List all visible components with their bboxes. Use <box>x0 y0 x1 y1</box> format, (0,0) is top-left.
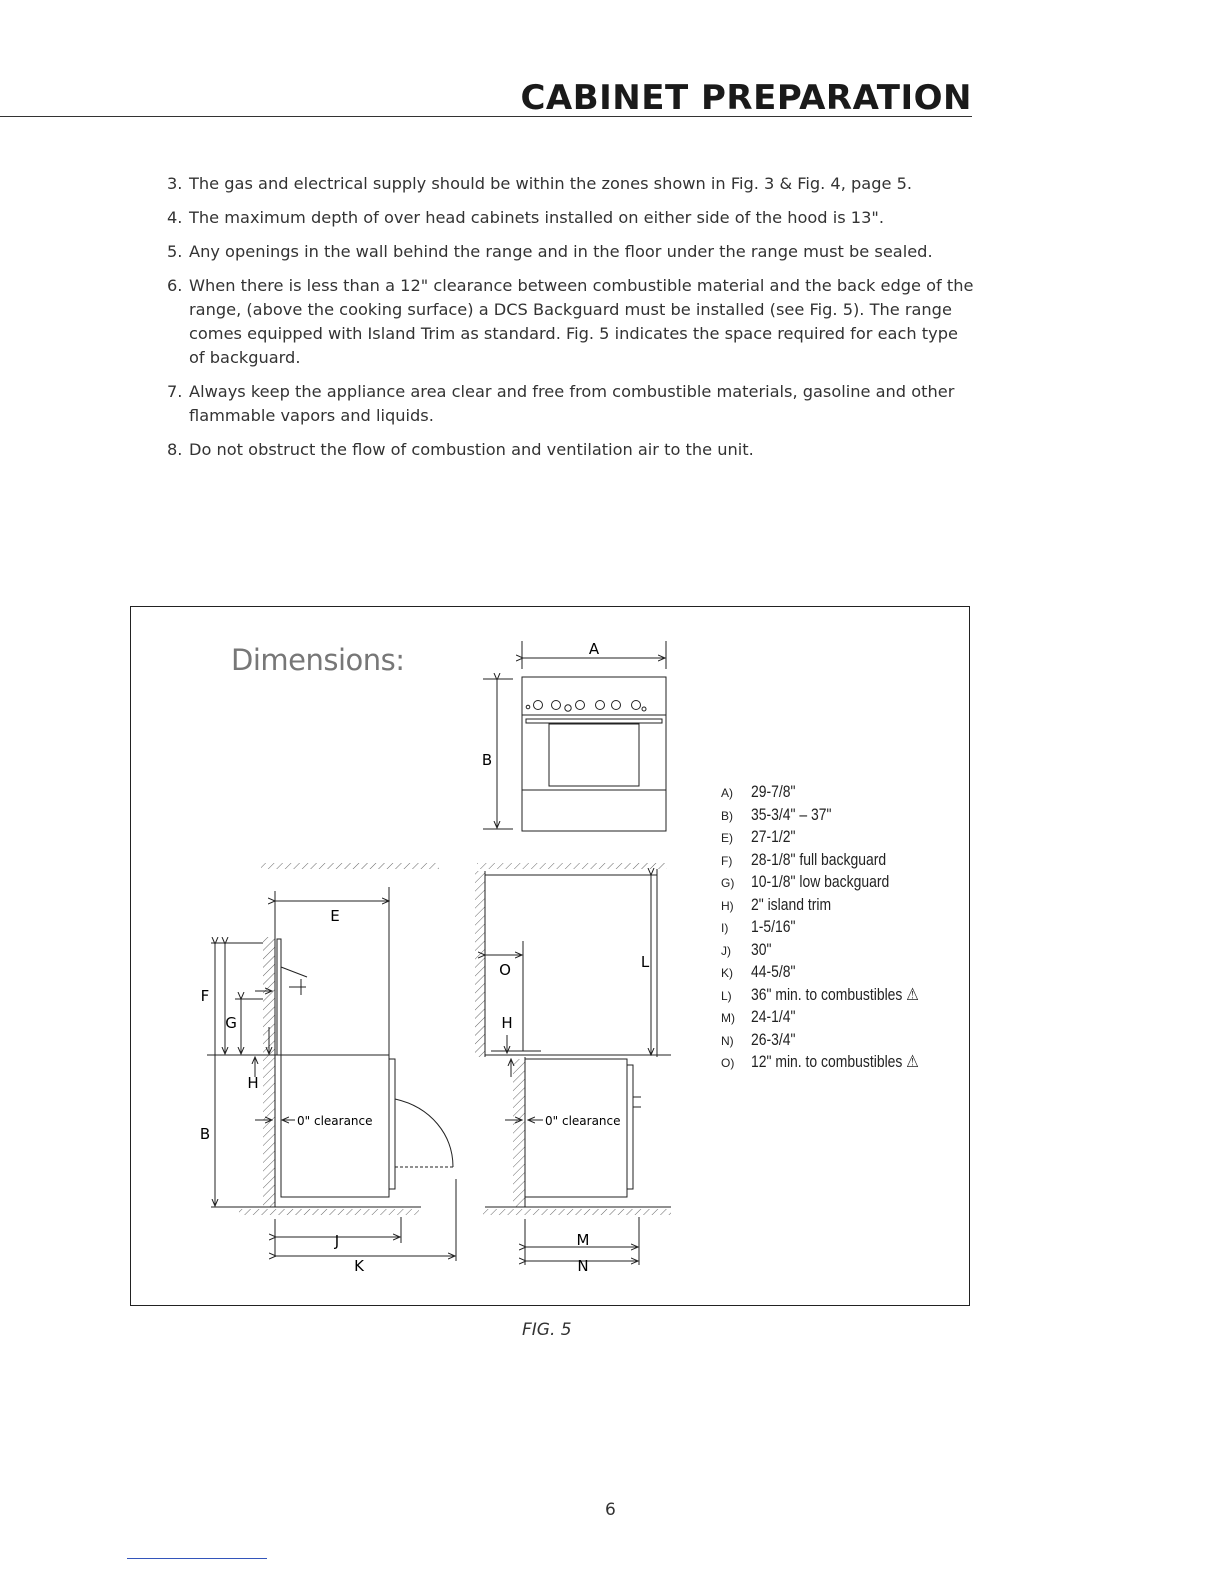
dimensions-legend <box>721 781 956 1074</box>
legend-key: B) <box>721 808 733 823</box>
header-rule <box>0 116 972 117</box>
legend-item <box>721 1051 956 1074</box>
instruction-number: 8. <box>167 440 183 459</box>
legend-key: A) <box>721 786 733 800</box>
dimensions-title: Dimensions: <box>231 643 405 677</box>
legend-value: 44-5/8" <box>751 962 796 981</box>
clearance-label-right: 0" clearance <box>545 1114 621 1128</box>
legend-item <box>721 939 956 962</box>
right-side-view <box>475 863 671 1265</box>
label-o: O <box>499 961 511 979</box>
front-view <box>483 641 666 831</box>
legend-item <box>721 1029 956 1052</box>
label-h-right: H <box>501 1014 513 1032</box>
instruction-number: 6. <box>167 276 183 295</box>
legend-key: F) <box>721 853 733 868</box>
legend-key: H) <box>721 898 734 913</box>
footer-rule <box>127 1558 267 1559</box>
legend-value: 24-1/4" <box>751 1007 796 1026</box>
page-title: CABINET PREPARATION <box>520 78 972 118</box>
instruction-text: Always keep the appliance area clear and free from combustible materials, gasoline and other flammable vapors and liquids. <box>189 382 955 425</box>
legend-key: M) <box>721 1011 735 1025</box>
legend-item <box>721 871 956 894</box>
instruction-item <box>160 172 975 196</box>
legend-value: 29-7/8" <box>751 782 796 801</box>
legend-value: 26-3/4" <box>751 1029 796 1049</box>
legend-item <box>721 826 956 849</box>
label-j: J <box>334 1232 340 1250</box>
instruction-number: 4. <box>167 208 183 227</box>
legend-item <box>721 804 956 827</box>
instruction-text: Do not obstruct the flow of combustion and ventilation air to the unit. <box>189 440 754 459</box>
instruction-number: 3. <box>167 174 183 193</box>
label-f: F <box>200 987 210 1005</box>
legend-value: 35-3/4" – 37" <box>751 804 832 824</box>
legend-value: 10-1/8" low backguard <box>751 872 890 891</box>
label-a: A <box>588 640 600 658</box>
legend-value: 12" min. to combustibles ⚠ <box>751 1052 919 1071</box>
legend-item <box>721 984 956 1007</box>
legend-item <box>721 961 956 984</box>
legend-item <box>721 916 956 939</box>
instruction-list <box>160 172 975 472</box>
label-h-left: H <box>247 1074 259 1092</box>
legend-item <box>721 894 956 917</box>
instruction-item <box>160 206 975 230</box>
legend-key: E) <box>721 831 733 845</box>
instruction-item <box>160 438 975 462</box>
label-n: N <box>577 1257 589 1275</box>
instruction-item <box>160 240 975 264</box>
page-number: 6 <box>605 1500 616 1520</box>
legend-item <box>721 1006 956 1029</box>
dimensions-figure <box>130 606 970 1306</box>
figure-caption: FIG. 5 <box>522 1320 572 1340</box>
legend-value: 36" min. to combustibles ⚠ <box>751 984 919 1004</box>
legend-value: 2" island trim <box>751 894 832 914</box>
instruction-text: The maximum depth of over head cabinets installed on either side of the hood is 13". <box>189 208 884 227</box>
legend-item <box>721 781 956 804</box>
legend-value: 30" <box>751 939 772 959</box>
legend-value: 27-1/2" <box>751 827 796 846</box>
legend-key: G) <box>721 876 735 890</box>
legend-key: I) <box>721 921 729 935</box>
instruction-text: Any openings in the wall behind the range and in the floor under the range must be sealed. <box>189 242 933 261</box>
label-e: E <box>330 907 340 925</box>
legend-key: J) <box>721 943 731 958</box>
label-g: G <box>225 1014 237 1032</box>
legend-value: 28-1/8" full backguard <box>751 849 887 869</box>
legend-value: 1-5/16" <box>751 917 796 936</box>
label-l: L <box>640 953 650 971</box>
instruction-number: 7. <box>167 382 183 401</box>
instruction-item <box>160 274 975 370</box>
label-k: K <box>354 1257 364 1275</box>
label-m: M <box>576 1231 590 1249</box>
legend-item <box>721 849 956 872</box>
legend-key: L) <box>721 988 732 1003</box>
clearance-label-left: 0" clearance <box>297 1114 373 1128</box>
label-b-front: B <box>481 751 493 769</box>
legend-key: N) <box>721 1033 734 1048</box>
instruction-item <box>160 380 975 428</box>
label-b-side: B <box>199 1125 211 1143</box>
legend-key: O) <box>721 1056 735 1070</box>
legend-key: K) <box>721 966 733 980</box>
instruction-text: The gas and electrical supply should be within the zones shown in Fig. 3 & Fig. 4, page 5. <box>189 174 913 193</box>
instruction-number: 5. <box>167 242 183 261</box>
instruction-text: When there is less than a 12" clearance between combustible material and the back edge of the range, (above the cooking surface) a DCS Backguard must be installed (see Fig. 5). The range comes equipped with Island Trim as standard. Fig. 5 indicates the space required for each type of backguard. <box>189 276 974 367</box>
